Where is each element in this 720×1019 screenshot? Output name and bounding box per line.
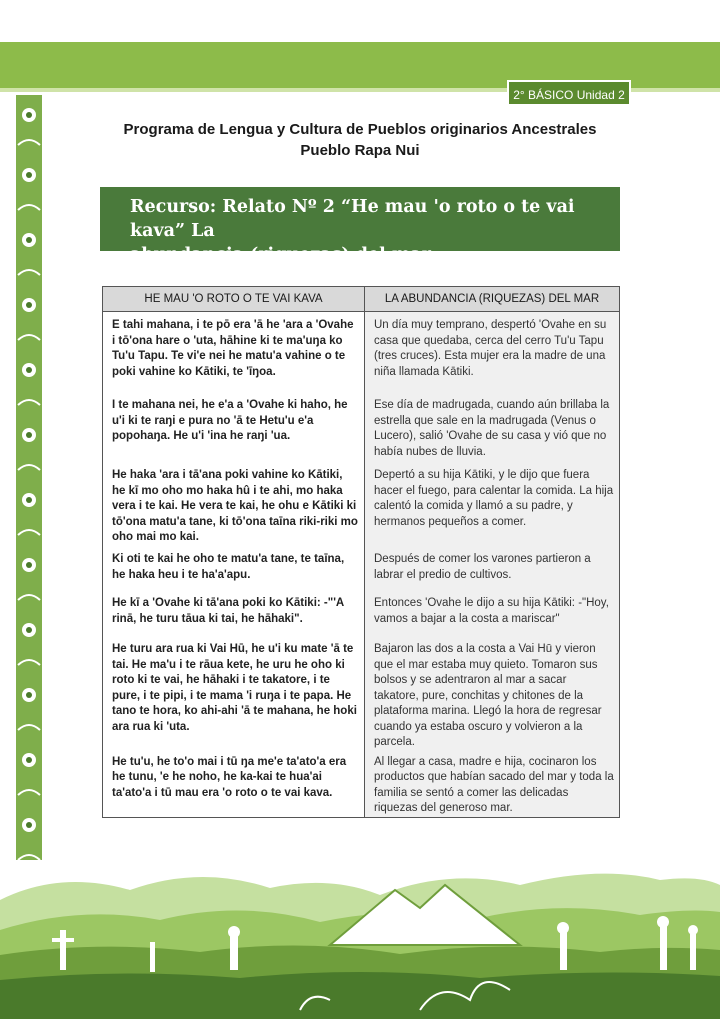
resource-title-line-2: abundancia (riquezas) del mar [130, 245, 431, 265]
spanish-paragraph: Entonces 'Ovahe le dijo a su hija Kātiki: -"Hoy, vamos a bajar a la costa a mariscar" [365, 592, 620, 638]
rapanui-paragraph: He haka 'ara i tā'ana poki vahine ko Kātiki, he kī mo oho mo haka hû i te ahi, mo haka vera i te kai. He vera te kai, he ohu e Kātiki ki tō'ona matu'a tane, ki tō'ona taīna riki-riki mo oho mai mo kai. [103, 464, 365, 548]
table-row [103, 548, 620, 592]
table-row [103, 751, 620, 818]
table-row [103, 638, 620, 751]
bilingual-story-table [102, 286, 620, 818]
spanish-paragraph: Al llegar a casa, madre e hija, cocinaron los productos que habían sacado del mar y toda la familia se sentó a comer las delicadas riquezas del generoso mar. [365, 751, 620, 818]
spanish-paragraph: Depertó a su hija Kātiki, y le dijo que fuera hacer el fuego, para calentar la comida. La hija calentó la comida y llamó a su padre, y hermanos pequeños a comer. [365, 464, 620, 548]
spanish-paragraph: Ese día de madrugada, cuando aún brillaba la estrella que sale en la madrugada (Venus o Lucero), salió 'Ovahe de su casa y vió que no había nubes de lluvia. [365, 394, 620, 464]
column-header-rapanui: HE MAU 'O ROTO O TE VAI KAVA [103, 287, 365, 312]
grade-unit-badge: 2° BÁSICO Unidad 2 [507, 80, 631, 106]
resource-title-box [100, 187, 620, 265]
rapanui-paragraph: He kī a 'Ovahe ki tā'ana poki ko Kātiki: -"'A rinā, he turu tāua ki tai, he hāhaki". [103, 592, 365, 638]
table-row [103, 464, 620, 548]
rapanui-paragraph: I te mahana nei, he e'a a 'Ovahe ki haho, he u'i ki te raŋi e pura no 'ā te Hetu'u e'a popohaŋa. He u'i 'ina he raŋi 'ua. [103, 394, 365, 464]
spanish-paragraph: Un día muy temprano, despertó 'Ovahe en su casa que quedaba, cerca del cerro Tu'u Tapu (tres cruces). Esta mujer era la madre de una niña llamada Kātiki. [365, 312, 620, 395]
decorative-left-border [12, 95, 46, 885]
resource-title-line-1: Recurso: Relato Nº 2 “He mau 'o roto o te vai kava” La [130, 197, 575, 241]
column-header-spanish: LA ABUNDANCIA (RIQUEZAS) DEL MAR [365, 287, 620, 312]
table-row [103, 394, 620, 464]
rapanui-paragraph: Ki oti te kai he oho te matu'a tane, te taīna, he haka heu i te ha'a'apu. [103, 548, 365, 592]
program-title-line-2: Pueblo Rapa Nui [300, 142, 420, 159]
program-title-line-1: Programa de Lengua y Cultura de Pueblos originarios Ancestrales [123, 121, 597, 138]
table-row [103, 592, 620, 638]
spanish-paragraph: Después de comer los varones partieron a labrar el predio de cultivos. [365, 548, 620, 592]
spanish-paragraph: Bajaron las dos a la costa a Vai Hū y vieron que el mar estaba muy quieto. Tomaron sus bolsos y se adentraron al mar a sacar takatore, pure, conchitas y chitones de la plataforma marina. Llegó la hora de regresar cuando ya estaba oscuro y volvieron a la parcela. [365, 638, 620, 751]
table-row [103, 312, 620, 395]
rapanui-paragraph: E tahi mahana, i te pō era 'ā he 'ara a 'Ovahe i tō'ona hare o 'uta, hāhine ki te ma'uŋa ko Tu'u Tapu. Te vi'e nei he matu'a vahine o te poki vahine ko Kātiki, te 'īŋoa. [103, 312, 365, 395]
decorative-landscape-footer [0, 860, 720, 1019]
table-header-row [103, 287, 620, 312]
rapanui-paragraph: He turu ara rua ki Vai Hū, he u'i ku mate 'ā te tai. He ma'u i te rāua kete, he uru he oho ki roto ki te vai, he hāhaki i te takatore, i te pure, i te pipi, i te mama 'i ruŋa i te papa. He tano te hora, ko ahi-ahi 'ā te mahana, he hoki ara rua ki 'uta. [103, 638, 365, 751]
rapanui-paragraph: He tu'u, he to'o mai i tū ŋa me'e ta'ato'a era he tunu, 'e he noho, he ka-kai te hua'ai ta'ato'a i tū mau era 'o roto o te vai kava. [103, 751, 365, 818]
program-title [100, 119, 620, 161]
